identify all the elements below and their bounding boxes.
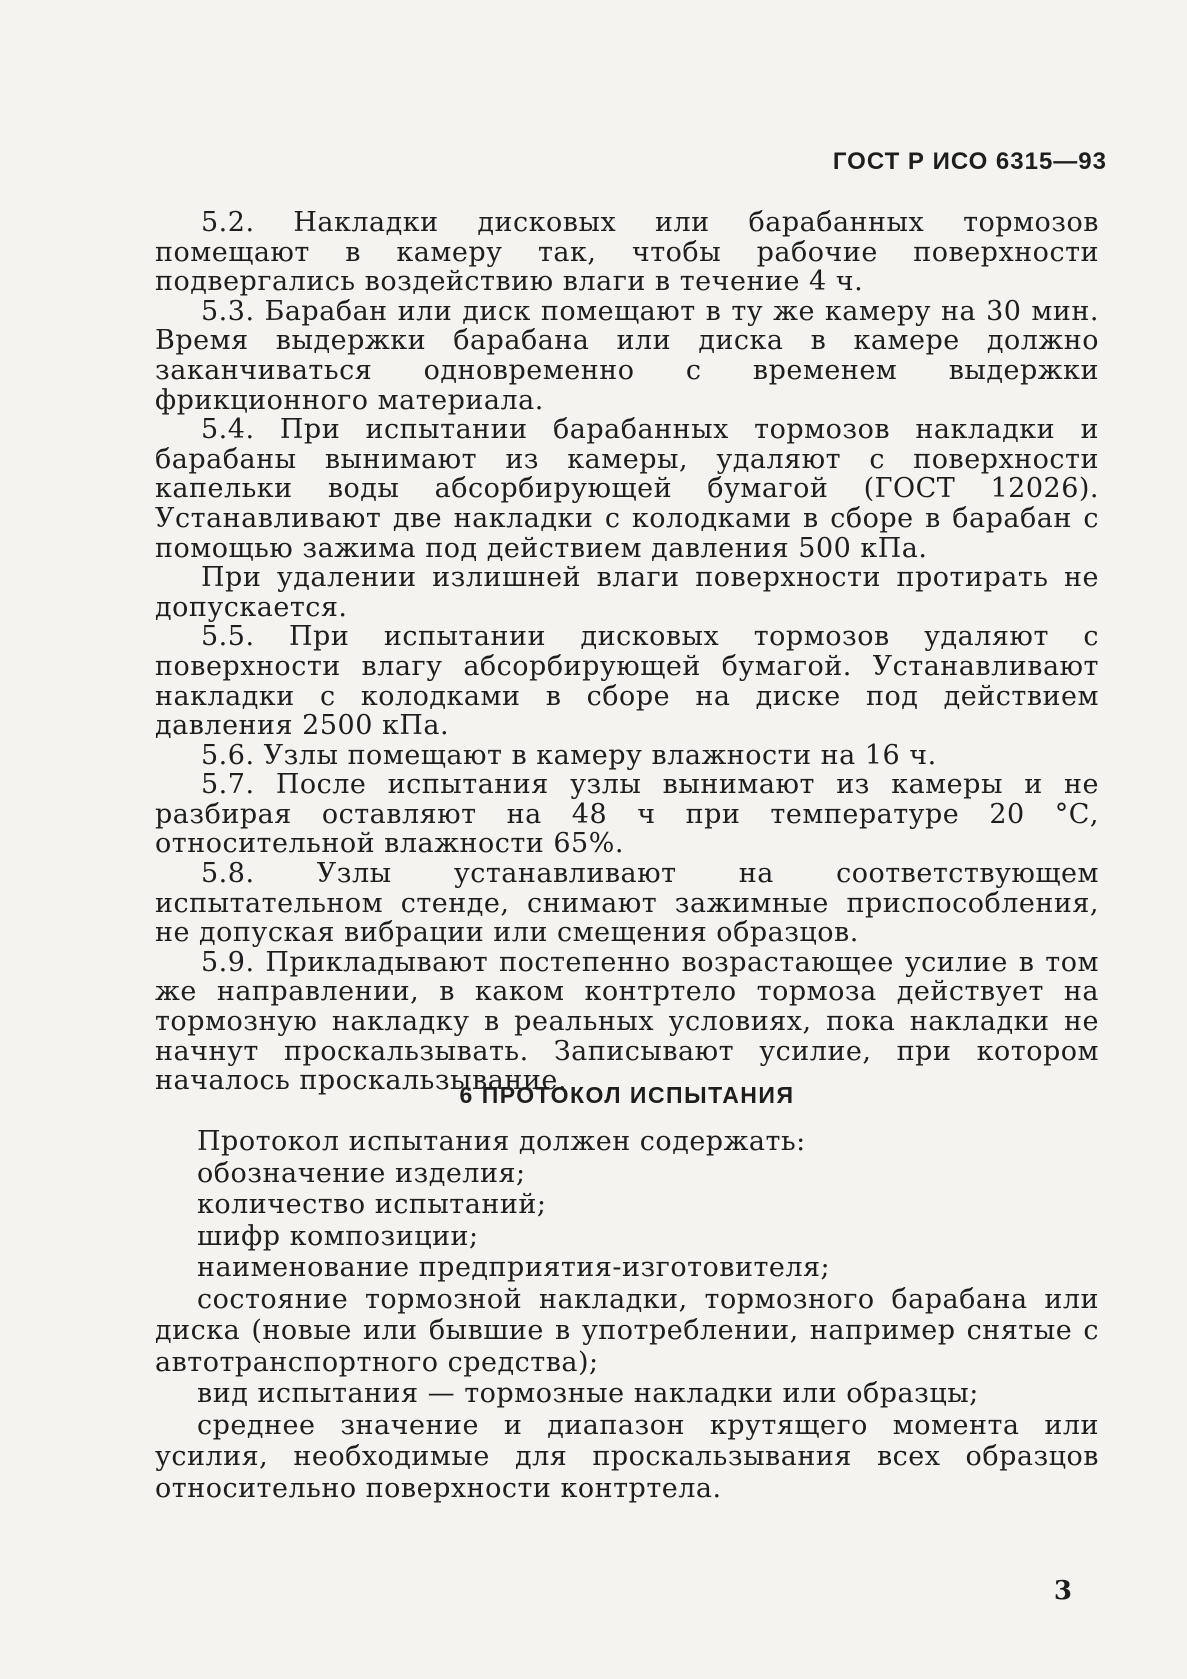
document-header-number: ГОСТ Р ИСО 6315—93	[832, 148, 1107, 175]
section-6-body	[155, 1126, 1099, 1504]
paragraph-5-8: 5.8. Узлы устанавливают на соответствующем испытательном стенде, снимают зажимные приспособления, не допуская вибрации или смещения образцов.	[155, 858, 1099, 949]
protocol-list-item: шифр композиции;	[197, 1220, 479, 1252]
paragraph-5-4-note: При удалении излишней влаги поверхности протирать не допускается.	[155, 562, 1099, 623]
protocol-list-item: количество испытаний;	[197, 1189, 547, 1220]
protocol-list-item: среднее значение и диапазон крутящего момента или усилия, необходимые для проскальзывания всех образцов относительно поверхности контртела.	[155, 1409, 1099, 1504]
protocol-list-item: вид испытания — тормозные накладки или образцы;	[197, 1378, 979, 1409]
protocol-list-item: обозначение изделия;	[197, 1157, 526, 1189]
paragraph-5-3: 5.3. Барабан или диск помещают в ту же камеру на 30 мин. Время выдержки барабана или диска в камере должно заканчиваться одновременно с временем выдержки фрикционного материала.	[155, 295, 1099, 416]
paragraph-5-5: 5.5. При испытании дисковых тормозов удаляют с поверхности влагу абсорбирующей бумагой. Устанавливают накладки с колодками в сборе на диске под действием давления 2500 кПа.	[155, 621, 1099, 742]
protocol-intro: Протокол испытания должен содержать:	[197, 1126, 806, 1157]
paragraph-5-6: 5.6. Узлы помещают в камеру влажности на 16 ч.	[201, 739, 937, 771]
paragraph-5-4: 5.4. При испытании барабанных тормозов накладки и барабаны вынимают из камеры, удаляют с поверхности капельки воды абсорбирующей бумагой (ГОСТ 12026). Устанавливают две накладки с колодками в сборе в барабан с помощью зажима под действием давления 500 кПа.	[155, 414, 1099, 564]
section-5-body	[155, 208, 1099, 1096]
section-6-heading: 6 ПРОТОКОЛ ИСПЫТАНИЯ	[459, 1082, 795, 1108]
protocol-list-item: наименование предприятия-изготовителя;	[197, 1252, 831, 1283]
protocol-list-item: состояние тормозной накладки, тормозного барабана или диска (новые или бывшие в употреблении, например снятые с автотранспортного средства);	[155, 1283, 1099, 1378]
paragraph-5-9: 5.9. Прикладывают постепенно возрастающее усилие в том же направлении, в каком контртело тормоза действует на тормозную накладку в реальных условиях, пока накладки не начнут проскальзывать. Записывают усилие, при котором началось проскальзывание.	[155, 946, 1099, 1097]
page-number: 3	[1053, 1576, 1072, 1606]
paragraph-5-7: 5.7. После испытания узлы вынимают из камеры и не разбирая оставляют на 48 ч при температуре 20 °С, относительной влажности 65%.	[155, 769, 1099, 860]
paragraph-5-2: 5.2. Накладки дисковых или барабанных тормозов помещают в камеру так, чтобы рабочие поверхности подвергались воздействию влаги в течение 4 ч.	[155, 207, 1099, 298]
